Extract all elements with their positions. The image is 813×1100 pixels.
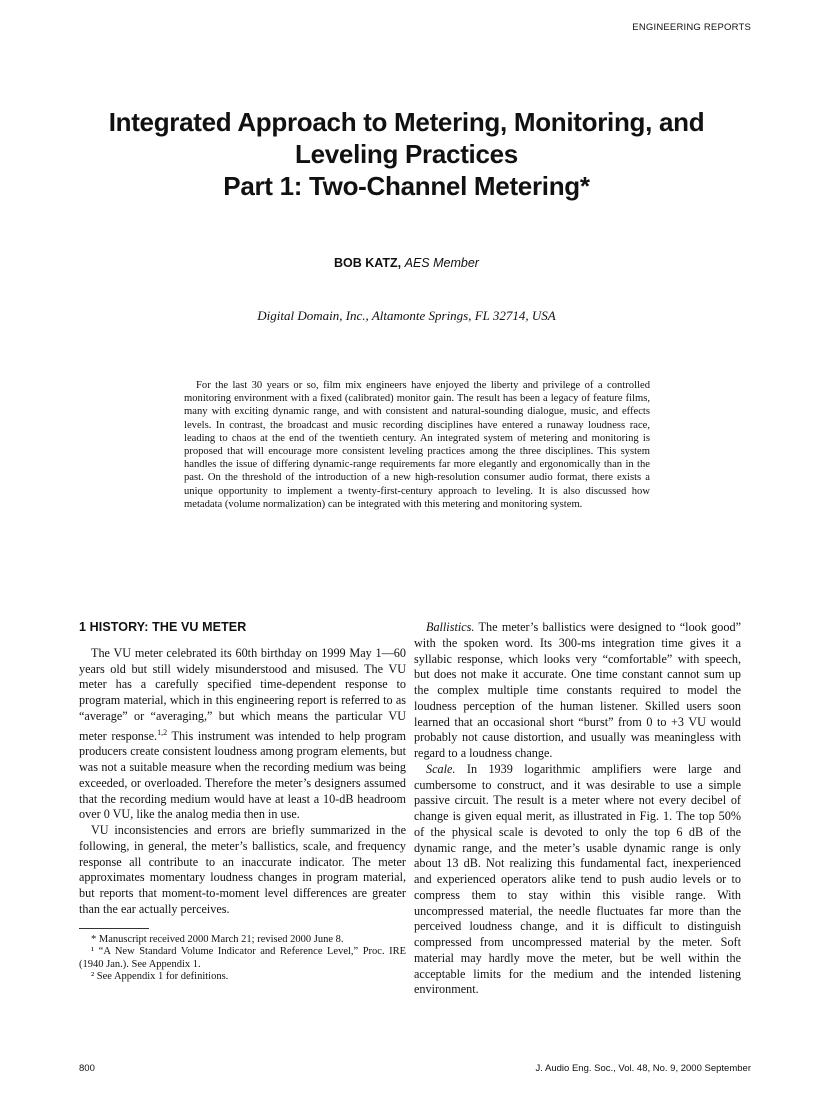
author-line: [0, 256, 813, 270]
left-column: [79, 620, 406, 984]
body-paragraph: [414, 762, 741, 998]
footnote-divider: [79, 928, 149, 929]
title-line-2: Leveling Practices: [295, 139, 518, 169]
body-paragraph: VU inconsistencies and errors are briefly summarized in the following, in general, the meter’s ballistics, scale, and frequency response all contribute to an inaccurate indicator. The meter approximates momentary loudness changes in program material, but reports that moment-to-moment level differences are greater than the ear actually perceives.: [79, 823, 406, 916]
title-line-3: Part 1: Two-Channel Metering*: [223, 171, 590, 201]
footnote: * Manuscript received 2000 March 21; revised 2000 June 8.: [91, 933, 344, 945]
section-heading: 1 HISTORY: THE VU METER: [79, 620, 247, 634]
run-in-heading: Scale.: [426, 761, 456, 776]
footnote: ² See Appendix 1 for definitions.: [91, 971, 229, 983]
paper-title: [0, 106, 813, 202]
footnote: ¹ “A New Standard Volume Indicator and Reference Level,” Proc. IRE (1940 Jan.). See Appendix 1.: [79, 946, 406, 970]
title-line-1: Integrated Approach to Metering, Monitoring, and: [108, 107, 705, 137]
affiliation: Digital Domain, Inc., Altamonte Springs, FL 32714, USA: [257, 308, 556, 323]
paragraph-text-cont: This instrument was intended to help program producers create consistent loudness among program elements, but was not a suitable measure when the recording medium was being exceeded, or overloaded. Therefore the meter’s designers assumed that the recording medium would have at least a 10-dB headroom over 0 VU, like the analog media then in use.: [79, 728, 407, 822]
author-membership: AES Member: [404, 256, 479, 270]
footnotes: [79, 928, 406, 984]
paragraph-text: In 1939 logarithmic amplifiers were large and cumbersome to construct, and it was desirable to use a simple passive circuit. The result is a meter where not every decibel of change is given equal merit, as illustrated in Fig. 1. The top 50% of the physical scale is devoted to only the top 6 dB of the dynamic range, and the meter’s usable dynamic range is only about 13 dB. Not realizing this fundamental fact, inexperienced and experienced operators alike tend to push audio levels or to compress them to stay within this visible range. With uncompressed material, the needle fluctuates far more than the perceived loudness change, and it is difficult to distinguish compressed from uncompressed material by the meter. Soft material may hardly move the meter, but be well within the acceptable limits for the medium and the intended listening environment.: [414, 761, 741, 997]
running-header: ENGINEERING REPORTS: [632, 22, 751, 33]
abstract: For the last 30 years or so, film mix engineers have enjoyed the liberty and privilege of a controlled monitoring environment with a fixed (calibrated) monitor gain. The result has been a legacy of feature films, many with exciting dynamic range, and with consistent and natural-sounding dialogue, music, and effects levels. In contrast, the broadcast and music recording disciplines have entered a runaway loudness race, leading to chaos at the end of the twentieth century. An integrated system of metering and monitoring is proposed that will encourage more consistent leveling practices among the three disciplines. This system handles the issue of differing dynamic-range requirements far more elegantly and ergonomically than in the past. On the threshold of the introduction of a new high-resolution consumer audio format, there exists a unique opportunity to implement a twenty-first-century approach to leveling. It is also discussed how metadata (volume normalization) can be integrated with this metering and monitoring system.: [184, 380, 650, 510]
body-paragraph: [79, 646, 406, 823]
paragraph-text: The VU meter celebrated its 60th birthday on 1999 May 1—60 years old but still widely misunderstood and misused. The VU meter has a carefully specified time-dependent response to program material, which in this engineering report is referred to as “average” or “averaging,” but which means the particular VU meter response.: [79, 645, 406, 743]
run-in-heading: Ballistics.: [426, 620, 475, 634]
paragraph-text: The meter’s ballistics were designed to “look good” with the spoken word. Its 300-ms integration time gives it a syllabic response, which looks very “comfortable” with speech, but does not make it accurate. One time constant cannot sum up the complex multiple time constants required to model the loudness perception of the human listener. Skilled users soon learned that an occasional short “burst” from 0 to +3 VU would probably not cause distortion, and usually was meaningless with regard to a loudness change.: [414, 620, 741, 760]
page-number: 800: [79, 1063, 95, 1074]
body-paragraph: [414, 620, 741, 762]
author-name: BOB KATZ,: [334, 256, 402, 270]
reference-marker: 1,2: [157, 727, 168, 737]
right-column: [414, 620, 741, 998]
journal-citation: J. Audio Eng. Soc., Vol. 48, No. 9, 2000 September: [535, 1063, 751, 1074]
